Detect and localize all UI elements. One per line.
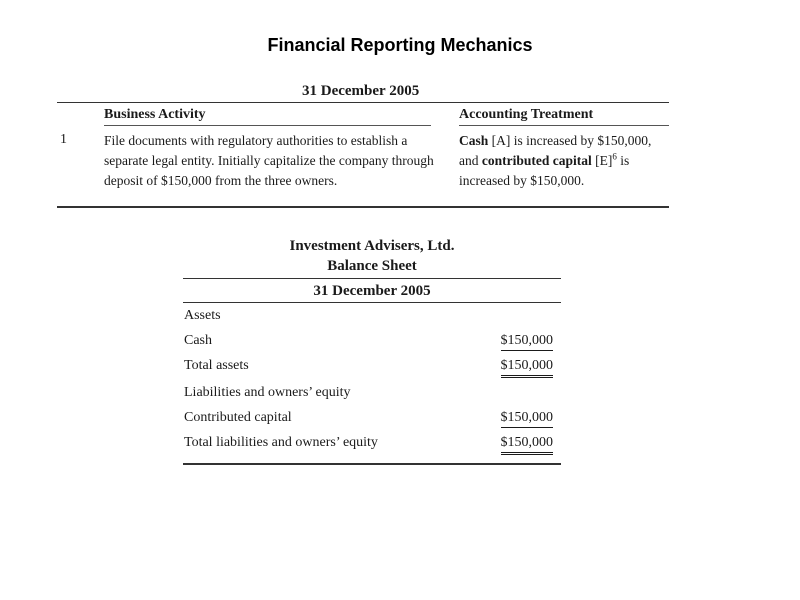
contributed-capital-amount: $150,000 (501, 410, 554, 428)
balance-sheet-date: 31 December 2005 (313, 283, 431, 299)
contributed-capital-label: Contributed capital (184, 410, 292, 425)
header-business-activity: Business Activity (104, 107, 206, 122)
header-rule-activity (104, 125, 431, 126)
cash-label: Cash (184, 333, 212, 348)
slide-title: Financial Reporting Mechanics (267, 35, 533, 55)
activity-description: File documents with regulatory authorities to establish a separate legal entity. Initially capitalize the company through deposit of $150,000 from the three owners. (104, 133, 434, 188)
treatment-part2: [A] is increased by $150,000, and (459, 133, 652, 168)
liabilities-equity-heading: Liabilities and owners’ equity (184, 385, 351, 400)
total-assets-amount: $150,000 (501, 358, 554, 378)
accounting-treatment-text (459, 131, 674, 191)
table-date: 31 December 2005 (302, 83, 420, 99)
bs-date-rule (183, 302, 561, 303)
balance-sheet-title: Balance Sheet (327, 258, 417, 274)
header-rule-treatment (459, 125, 669, 126)
header-accounting-treatment: Accounting Treatment (459, 107, 594, 122)
table-bottom-rule (57, 206, 669, 208)
assets-heading: Assets (184, 308, 221, 323)
row-number: 1 (60, 132, 67, 147)
cash-amount: $150,000 (501, 333, 554, 351)
treatment-part4: [E] (591, 153, 613, 168)
bs-top-rule (183, 278, 561, 279)
table-top-rule (57, 102, 669, 103)
treatment-contributed-capital: contributed capital (481, 153, 592, 168)
treatment-part5: is increased by $150,000. (459, 153, 630, 188)
total-assets-label: Total assets (184, 358, 249, 373)
treatment-cash: Cash (459, 133, 489, 148)
footnote-marker: 6 (612, 151, 617, 162)
bs-bottom-rule (183, 463, 561, 465)
total-liabilities-equity-amount: $150,000 (501, 435, 554, 455)
company-name: Investment Advisers, Ltd. (289, 238, 455, 254)
total-liabilities-equity-label: Total liabilities and owners’ equity (184, 435, 378, 450)
